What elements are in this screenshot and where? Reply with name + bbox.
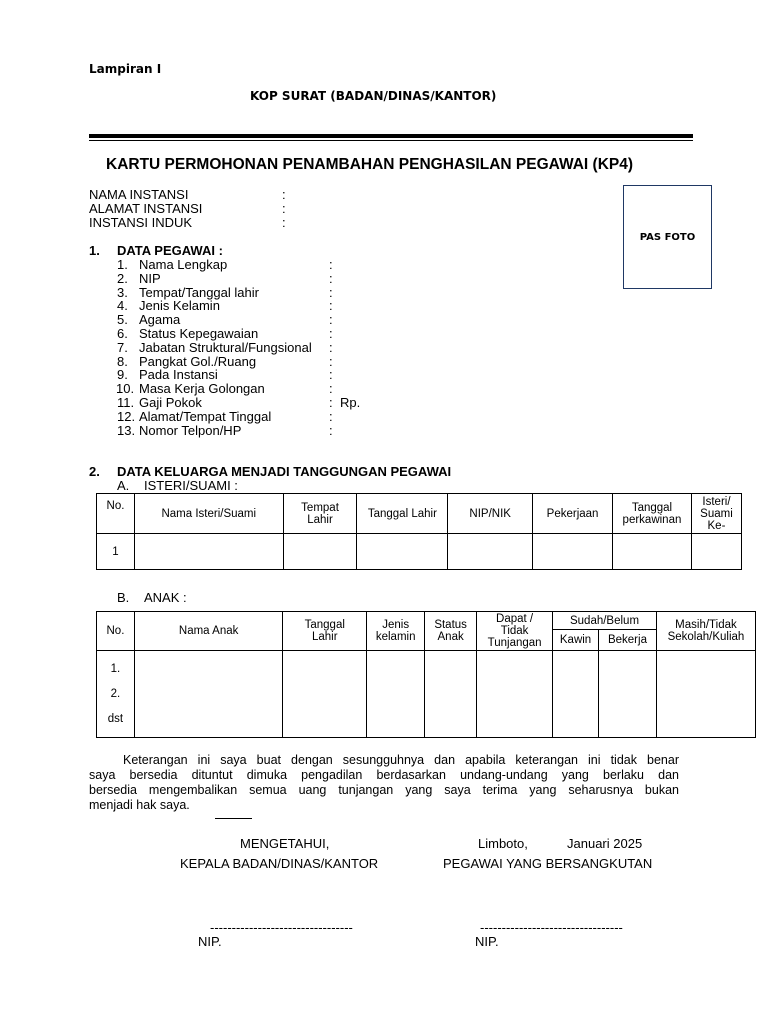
alamat-instansi-label: ALAMAT INSTANSI [89, 201, 203, 216]
children-table [96, 611, 756, 738]
sign-left-line2: KEPALA BADAN/DINAS/KANTOR [180, 856, 379, 871]
col-header-dapat-tunjangan [477, 612, 553, 651]
col-header-masih-tidak-sekolah-text: Masih/Tidak Sekolah/Kuliah [667, 619, 745, 643]
cell-nama [134, 534, 283, 570]
cell-tempat-lahir [283, 534, 357, 570]
section2-number: 2. [89, 464, 100, 479]
col-header-no: No. [97, 494, 135, 534]
field-label: Alamat/Tempat Tinggal [139, 408, 272, 424]
sign-left-line1: MENGETAHUI, [240, 836, 330, 851]
statement-line: menjadi hak saya. [89, 798, 190, 812]
field-label: Jabatan Struktural/Fungsional [139, 339, 312, 355]
cell-kawin [553, 651, 599, 738]
field-colon: : [329, 339, 333, 355]
field-label: Pangkat Gol./Ruang [139, 353, 257, 369]
field-number: 7. [117, 339, 128, 355]
field-colon: : [329, 270, 333, 286]
field-label: Masa Kerja Golongan [139, 381, 265, 397]
sign-right-nip: NIP. [475, 934, 499, 949]
cell-jenis-kelamin [367, 651, 425, 738]
col-header-nama-anak: Nama Anak [134, 612, 282, 651]
field-number: 5. [117, 312, 128, 328]
pegawai-field-row [117, 368, 417, 382]
instansi-block [89, 187, 286, 230]
section1-heading [89, 243, 223, 258]
gaji-pokok-value: Rp. [340, 394, 361, 410]
row-numbers-cell [97, 651, 135, 738]
subsection-b-title: ANAK : [144, 590, 187, 605]
field-number: 3. [117, 284, 128, 300]
subsection-a-heading [117, 478, 238, 493]
field-label: Status Kepegawaian [139, 325, 259, 341]
cell-tanggal-lahir [283, 651, 367, 738]
field-label: Nama Lengkap [139, 257, 228, 272]
cell-sekolah-kuliah [656, 651, 755, 738]
field-label: Nomor Telpon/HP [139, 422, 242, 438]
section2-heading [89, 464, 452, 479]
field-number: 8. [117, 353, 128, 369]
field-colon: : [329, 312, 333, 328]
cell-dapat-tunjangan [477, 651, 553, 738]
col-header-tanggal-perkawinan [613, 494, 692, 534]
sign-right-line2: PEGAWAI YANG BERSANGKUTAN [443, 856, 653, 871]
col-header-nip-nik: NIP/NIK [448, 494, 533, 534]
field-colon: : [329, 381, 333, 397]
pegawai-field-row [117, 313, 417, 327]
field-label: Gaji Pokok [139, 394, 202, 410]
field-colon: : [329, 422, 333, 438]
form-title: KARTU PERMOHONAN PENAMBAHAN PENGHASILAN PEGAWAI (KP4) [106, 156, 634, 173]
row-number: dst [107, 712, 124, 725]
col-header-no: No. [97, 612, 135, 651]
pegawai-field-row [117, 327, 417, 341]
short-rule [215, 818, 252, 819]
field-colon: : [329, 394, 333, 410]
cell-nip-nik [448, 534, 533, 570]
field-number: 4. [117, 298, 128, 314]
field-colon: : [329, 298, 333, 314]
row-number: 1. [110, 662, 121, 675]
statement-line: bersedia mengembalikan semua uang tunjangan yang saya terima yang seharusnya bukan [89, 783, 679, 797]
field-number: 6. [117, 325, 128, 341]
instansi-colon: : [282, 215, 286, 230]
col-header-kawin: Kawin [553, 630, 599, 651]
sign-right-date: Januari 2025 [567, 836, 643, 851]
cell-tanggal-perkawinan [613, 534, 692, 570]
table-row [97, 651, 756, 738]
field-colon: : [329, 257, 333, 272]
col-header-isteri-suami-ke [691, 494, 741, 534]
cell-tanggal-lahir [357, 534, 448, 570]
pegawai-field-row [117, 424, 417, 438]
col-header-bekerja: Bekerja [599, 630, 657, 651]
col-header-tempat-lahir-text: Tempat Lahir [301, 501, 339, 526]
field-colon: : [329, 408, 333, 424]
sign-left-nip: NIP. [198, 934, 222, 949]
pegawai-field-row [117, 410, 417, 424]
field-label: Jenis Kelamin [139, 298, 220, 314]
col-header-jenis-kelamin [367, 612, 425, 651]
field-label: NIP [139, 270, 161, 286]
nama-instansi-label: NAMA INSTANSI [89, 187, 189, 202]
pegawai-field-row [117, 299, 417, 313]
instansi-colon: : [282, 201, 286, 216]
col-header-jenis-kelamin-text: Jenis kelamin [375, 619, 416, 643]
sign-right-dashes: --------------------------------- [480, 920, 623, 935]
section1-title: DATA PEGAWAI : [117, 243, 223, 258]
field-label: Tempat/Tanggal lahir [139, 284, 259, 300]
col-header-nama-isteri-suami: Nama Isteri/Suami [134, 494, 283, 534]
statement-line: saya bersedia dituntut dimuka pengadilan berdasarkan undang-undang yang berlaku dan [89, 768, 679, 782]
cell-isteri-suami-ke [691, 534, 741, 570]
statement-paragraph [89, 753, 679, 813]
col-header-pekerjaan: Pekerjaan [533, 494, 613, 534]
cell-bekerja [599, 651, 657, 738]
col-header-tempat-lahir [283, 494, 357, 534]
spouse-table [96, 493, 742, 570]
col-header-sudah-belum: Sudah/Belum [553, 612, 657, 630]
section2-title: DATA KELUARGA MENJADI TANGGUNGAN PEGAWAI [117, 464, 452, 479]
cell-status-anak [425, 651, 477, 738]
field-number: 2. [117, 270, 128, 286]
instansi-induk-label: INSTANSI INDUK [89, 215, 193, 230]
pegawai-field-row [117, 286, 417, 300]
field-number: 1. [117, 257, 128, 272]
subsection-b-letter: B. [117, 590, 130, 605]
pegawai-field-row [117, 341, 417, 355]
statement-line: Keterangan ini saya buat dengan sesungguhnya dan apabila keterangan ini tidak benar [123, 753, 679, 767]
subsection-a-title: ISTERI/SUAMI : [144, 478, 238, 493]
sign-left-dashes: --------------------------------- [210, 920, 353, 935]
field-number: 11. [117, 394, 135, 410]
subsection-b-heading [117, 590, 187, 605]
field-number: 9. [117, 367, 128, 383]
table-row [97, 534, 742, 570]
col-header-tanggal-perkawinan-text: Tanggal perkawinan [622, 501, 682, 526]
field-number: 13. [117, 422, 136, 438]
photo-label: PAS FOTO [639, 231, 696, 243]
cell-nama-anak [134, 651, 282, 738]
col-header-masih-tidak-sekolah [656, 612, 755, 651]
col-header-tanggal-lahir-text: Tanggal Lahir [304, 619, 345, 643]
pegawai-field-row [117, 258, 417, 272]
col-header-status-anak-text: Status Anak [434, 619, 467, 643]
pegawai-field-row [117, 382, 417, 396]
pegawai-field-row [117, 396, 417, 410]
field-number: 12. [117, 408, 136, 424]
field-colon: : [329, 325, 333, 341]
sign-right-place: Limboto, [478, 836, 528, 851]
field-colon: : [329, 367, 333, 383]
spouse-table-header [97, 494, 742, 534]
col-header-tanggal-lahir: Tanggal Lahir [357, 494, 448, 534]
pegawai-field-row [117, 355, 417, 369]
section1-number: 1. [89, 243, 100, 258]
row-number: 1 [97, 534, 135, 570]
row-number: 2. [110, 687, 121, 700]
field-number: 10. [116, 381, 135, 397]
col-header-status-anak [425, 612, 477, 651]
col-header-tanggal-lahir [283, 612, 367, 651]
field-colon: : [329, 284, 333, 300]
header-rule-thin [89, 140, 693, 141]
instansi-colon: : [282, 187, 286, 202]
pegawai-fields [117, 258, 417, 437]
photo-box [623, 185, 712, 289]
field-label: Agama [139, 312, 181, 328]
field-label: Pada Instansi [139, 367, 218, 383]
pegawai-field-row [117, 272, 417, 286]
field-colon: : [329, 353, 333, 369]
children-table-header [97, 612, 756, 630]
kop-surat-heading: KOP SURAT (BADAN/DINAS/KANTOR) [250, 89, 497, 103]
subsection-a-letter: A. [117, 478, 130, 493]
lampiran-label: Lampiran I [89, 62, 162, 76]
col-header-isteri-suami-ke-text: Isteri/ Suami Ke- [700, 495, 733, 532]
header-rule-thick [89, 134, 693, 138]
col-header-dapat-tunjangan-text: Dapat / Tidak Tunjangan [487, 613, 542, 649]
cell-pekerjaan [533, 534, 613, 570]
